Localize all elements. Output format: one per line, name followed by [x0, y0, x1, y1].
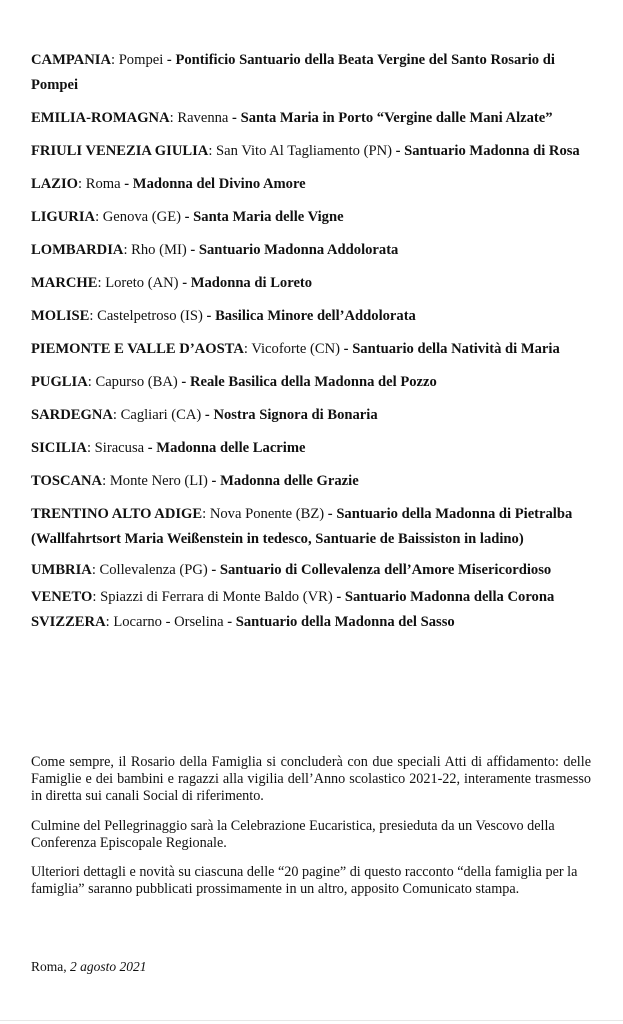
sanctuary-name: Pontificio Santuario della Beata Vergine del Santo Rosario di Pompei	[31, 52, 555, 93]
sanctuary-name: Santuario Madonna Addolorata	[198, 242, 399, 258]
sanctuary-name: Basilica Minore dell’Addolorata	[215, 308, 416, 324]
place-name: Collevalenza (PG)	[99, 562, 208, 578]
region-name: UMBRIA	[31, 562, 92, 578]
sanctuary-name: Madonna di Loreto	[190, 275, 313, 291]
place-name: Nova Ponente (BZ)	[209, 506, 325, 522]
place-name: Siracusa	[94, 440, 145, 456]
region-name: PIEMONTE E VALLE D’AOSTA	[31, 341, 244, 357]
place-name: San Vito Al Tagliamento (PN)	[216, 143, 392, 159]
region-name: FRIULI VENEZIA GIULIA	[31, 143, 209, 159]
region-name: MOLISE	[31, 308, 90, 324]
sanctuary-name: Nostra Signora di Bonaria	[213, 407, 378, 423]
region-name: TRENTINO ALTO ADIGE	[31, 506, 203, 522]
region-name: EMILIA-ROMAGNA	[31, 110, 170, 126]
page-bottom-divider	[0, 1020, 623, 1021]
place-name: Capurso (BA)	[95, 374, 178, 390]
sanctuary-name: Santuario della Natività di Maria	[352, 341, 560, 357]
list-item: CAMPANIA: Pompei - Pontificio Santuario della Beata Vergine del Santo Rosario di Pompei	[31, 52, 555, 93]
sanctuary-name: Santa Maria delle Vigne	[193, 209, 344, 225]
place-name: Ravenna	[177, 110, 229, 126]
culmine-paragraph: Culmine del Pellegrinaggio sarà la Celebrazione Eucaristica, presieduta da un Vescovo della Conferenza Episcopale Regionale.	[31, 818, 555, 851]
list-item: MOLISE: Castelpetroso (IS) - Basilica Minore dell’Addolorata	[31, 308, 416, 324]
region-name: PUGLIA	[31, 374, 88, 390]
place-name: Locarno - Orselina	[113, 614, 224, 630]
list-item: PIEMONTE E VALLE D’AOSTA: Vicoforte (CN) - Santuario della Natività di Maria	[31, 341, 560, 357]
region-name: SARDEGNA	[31, 407, 113, 423]
list-item: MARCHE: Loreto (AN) - Madonna di Loreto	[31, 275, 313, 291]
sanctuary-name: Madonna del Divino Amore	[132, 176, 306, 192]
region-name: SVIZZERA	[31, 614, 106, 630]
list-item: LAZIO: Roma - Madonna del Divino Amore	[31, 176, 306, 192]
list-item: TOSCANA: Monte Nero (LI) - Madonna delle Grazie	[31, 473, 359, 489]
place-name: Pompei	[118, 52, 164, 68]
region-name: MARCHE	[31, 275, 98, 291]
sanctuary-list	[31, 48, 591, 635]
sanctuary-name: Santuario di Collevalenza dell’Amore Misericordioso	[219, 562, 552, 578]
place-name: Monte Nero (LI)	[109, 473, 208, 489]
details-paragraph: Ulteriori dettagli e novità su ciascuna delle “20 pagine” di questo racconto “della famiglia per la famiglia” saranno pubblicati prossimamente in un altro, apposito Comunicato stampa.	[31, 864, 578, 897]
list-item: SVIZZERA: Locarno - Orselina - Santuario della Madonna del Sasso	[31, 614, 455, 630]
rosary-paragraph: Come sempre, il Rosario della Famiglia si concluderà con due speciali Atti di affidamento: delle Famiglie e dei bambini e ragazzi alla vigilia dell’Anno scolastico 2021-22, interamente trasmesso in diretta sui canali Social di riferimento.	[31, 754, 591, 804]
place-name: Loreto (AN)	[105, 275, 179, 291]
place-name: Vicoforte (CN)	[251, 341, 341, 357]
region-name: SICILIA	[31, 440, 87, 456]
sanctuary-name: Santuario della Madonna di Pietralba (Wallfahrtsort Maria Weißenstein in tedesco, Santuarie de Baissiston in ladino)	[31, 506, 573, 547]
sanctuary-name: Santuario della Madonna del Sasso	[235, 614, 455, 630]
list-item: PUGLIA: Capurso (BA) - Reale Basilica della Madonna del Pozzo	[31, 374, 437, 390]
region-name: VENETO	[31, 589, 93, 605]
list-item: SARDEGNA: Cagliari (CA) - Nostra Signora di Bonaria	[31, 407, 378, 423]
list-item: UMBRIA: Collevalenza (PG) - Santuario di Collevalenza dell’Amore Misericordioso	[31, 562, 552, 578]
sanctuary-name: Santuario Madonna della Corona	[344, 589, 555, 605]
place-name: Cagliari (CA)	[120, 407, 202, 423]
list-item: EMILIA-ROMAGNA: Ravenna - Santa Maria in Porto “Vergine dalle Mani Alzate”	[31, 110, 553, 126]
region-name: LIGURIA	[31, 209, 96, 225]
place-name: Castelpetroso (IS)	[97, 308, 203, 324]
list-item: LOMBARDIA: Rho (MI) - Santuario Madonna Addolorata	[31, 242, 399, 258]
region-name: LAZIO	[31, 176, 79, 192]
place-name: Roma	[85, 176, 121, 192]
list-item: TRENTINO ALTO ADIGE: Nova Ponente (BZ) - Santuario della Madonna di Pietralba (Wallfahrtsort Maria Weißenstein in tedesco, Santuarie de Baissiston in ladino)	[31, 506, 573, 547]
place-name: Spiazzi di Ferrara di Monte Baldo (VR)	[100, 589, 333, 605]
place-name: Genova (GE)	[102, 209, 181, 225]
sanctuary-name: Reale Basilica della Madonna del Pozzo	[189, 374, 437, 390]
list-item: FRIULI VENEZIA GIULIA: San Vito Al Tagliamento (PN) - Santuario Madonna di Rosa	[31, 143, 580, 159]
sanctuary-name: Madonna delle Lacrime	[156, 440, 306, 456]
sanctuary-name: Madonna delle Grazie	[220, 473, 359, 489]
list-item: SICILIA: Siracusa - Madonna delle Lacrime	[31, 440, 306, 456]
list-item: VENETO: Spiazzi di Ferrara di Monte Baldo (VR) - Santuario Madonna della Corona	[31, 589, 555, 605]
signature-date: 2 agosto 2021	[70, 959, 147, 974]
list-item: LIGURIA: Genova (GE) - Santa Maria delle Vigne	[31, 209, 344, 225]
region-name: CAMPANIA	[31, 52, 111, 68]
place-name: Rho (MI)	[131, 242, 187, 258]
region-name: TOSCANA	[31, 473, 103, 489]
region-name: LOMBARDIA	[31, 242, 124, 258]
signature-city: Roma,	[31, 959, 67, 974]
sanctuary-name: Santuario Madonna di Rosa	[404, 143, 580, 159]
sanctuary-name: Santa Maria in Porto “Vergine dalle Mani Alzate”	[240, 110, 553, 126]
signature-line	[31, 958, 147, 975]
